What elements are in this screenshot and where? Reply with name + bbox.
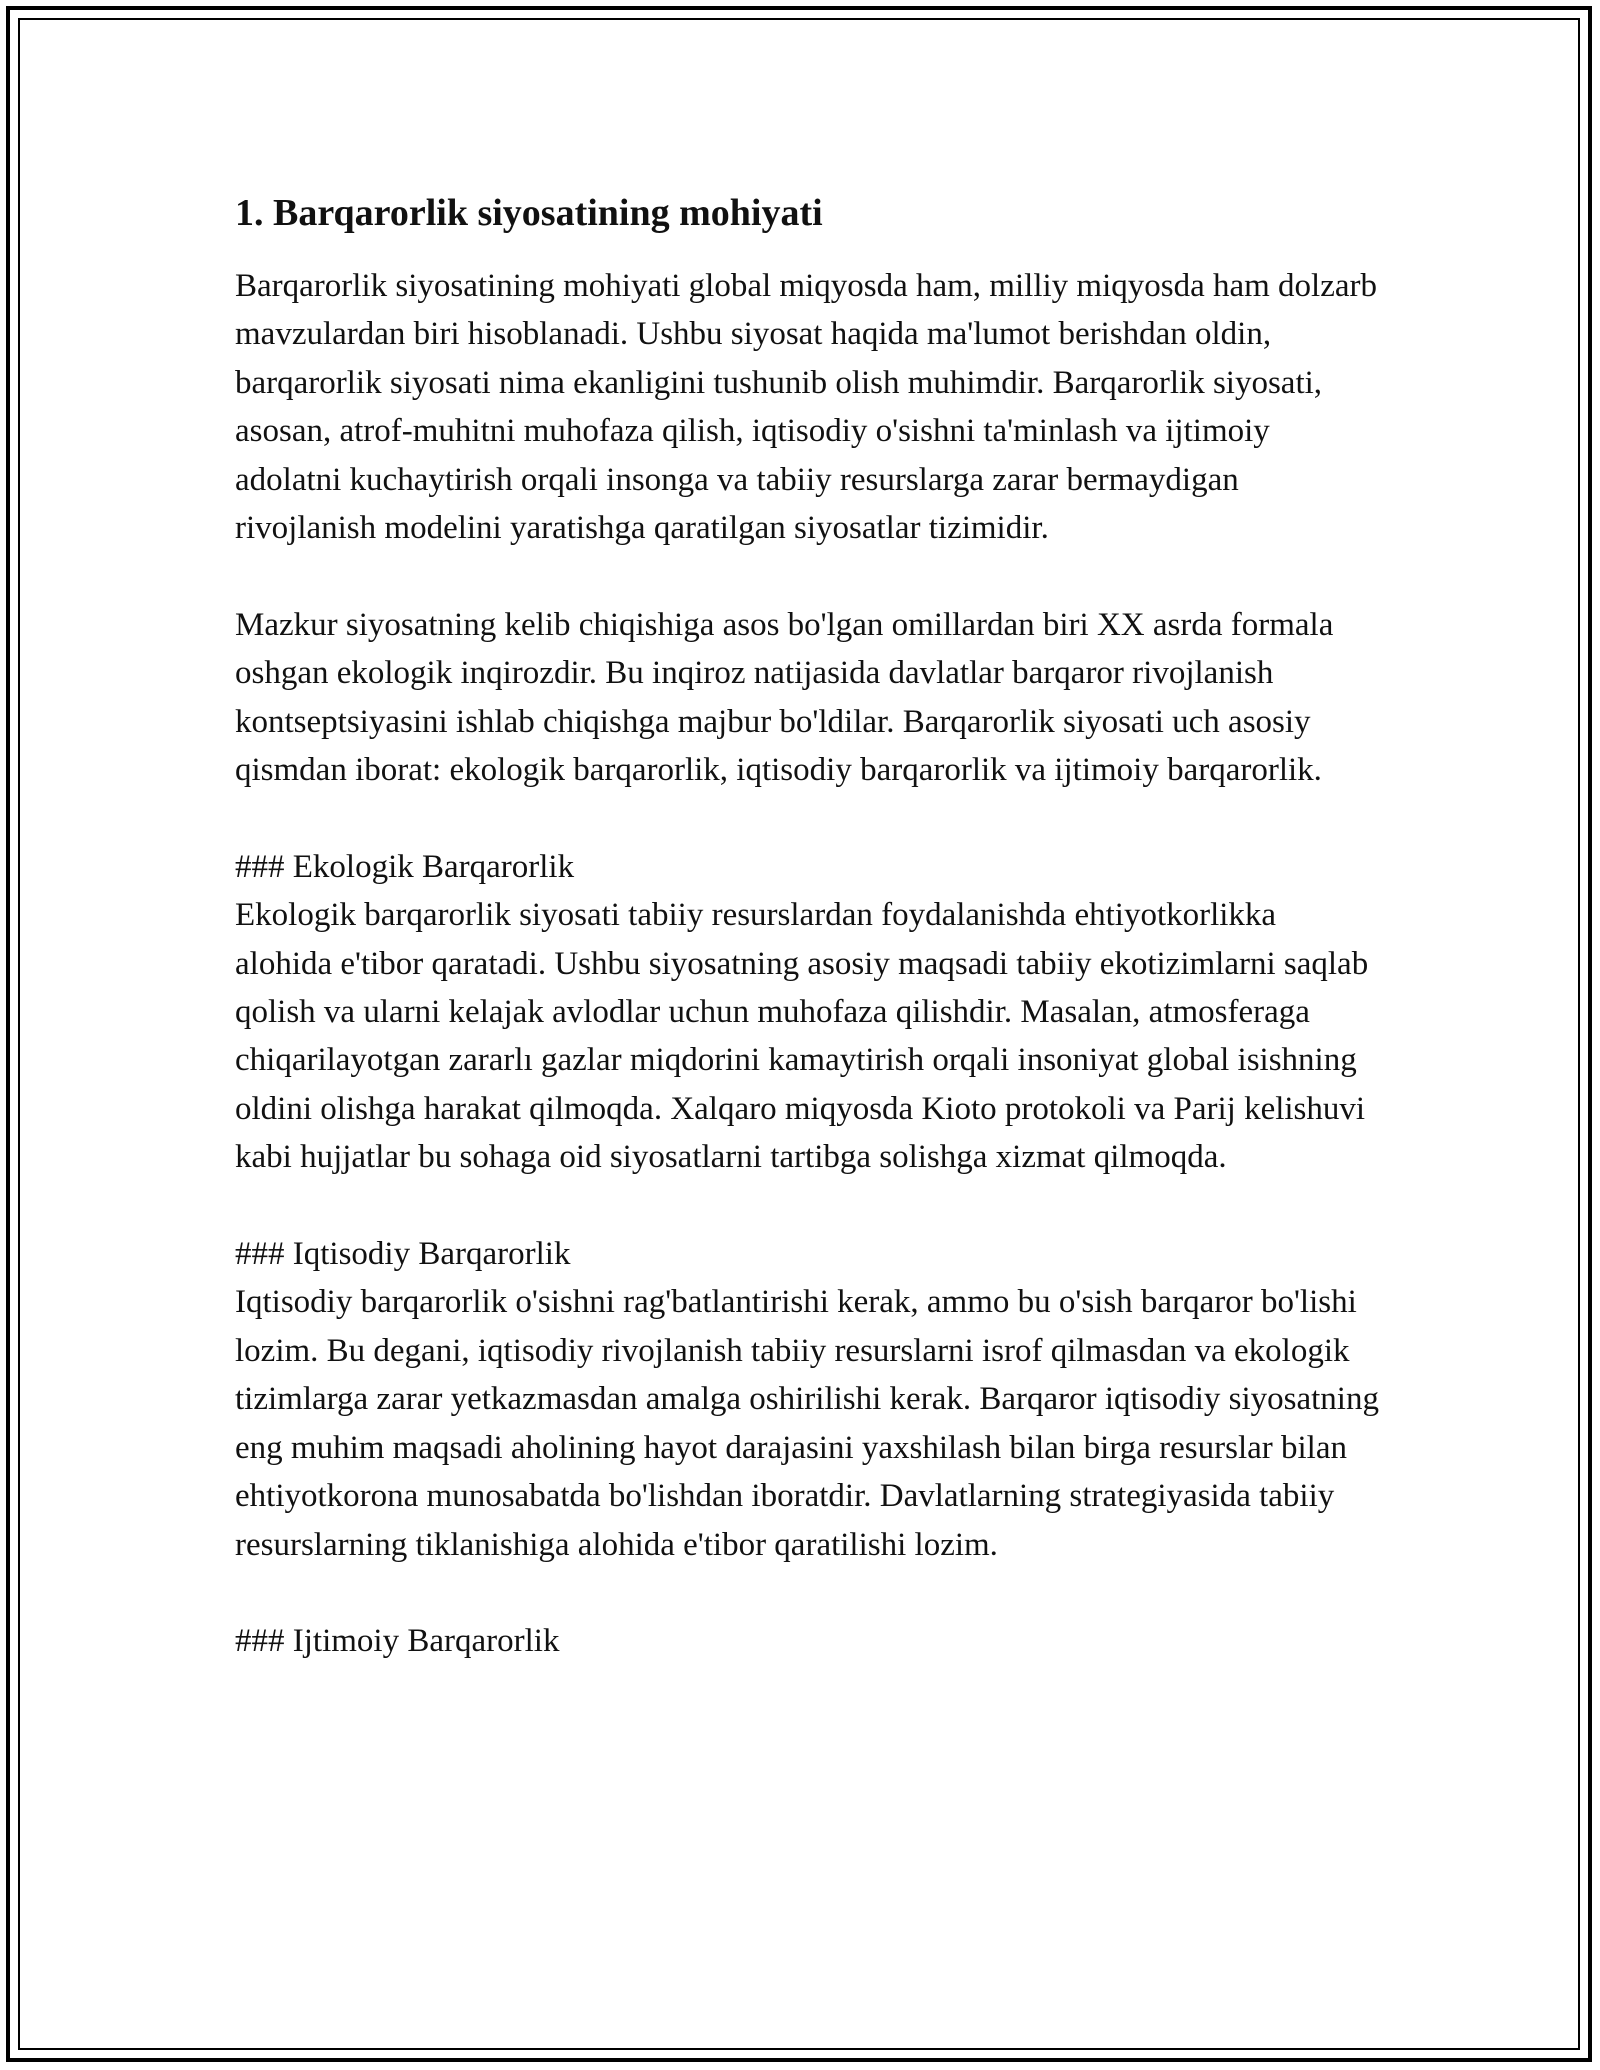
subheading-economic: ### Iqtisodiy Barqarorlik <box>235 1236 571 1273</box>
subheading-ecological: ### Ekologik Barqarorlik <box>235 848 575 885</box>
section-title: 1. Barqarorlik siyosatining mohiyati <box>235 192 823 234</box>
document-body <box>235 186 1380 1666</box>
paragraph-ecological: Ekologik barqarorlik siyosati tabiiy resurslardan foydalanishda ehtiyotkorlikka alohida e'tibor qaratadi. Ushbu siyosatning asosiy maqsadi tabiiy ekotizimlarni saqlab qolish va ularni kelajak avlodlar uchun muhofaza qilishdir. Masalan, atmosferaga chiqarilayotgan zararlı gazlar miqdorini kamaytirish orqali insoniyat global isishning oldini olishga harakat qilmoqda. Xalqaro miqyosda Kioto protokoli va Parij kelishuvi kabi hujjatlar bu sohaga oid siyosatlarni tartibga solishga xizmat qilmoqda. <box>235 897 1369 1176</box>
paragraph-origin: Mazkur siyosatning kelib chiqishiga asos bo'lgan omillardan biri XX asrda formala oshgan ekologik inqirozdir. Bu inqiroz natijasida davlatlar barqaror rivojlanish kontseptsiyasini ishlab chiqishga majbur bo'ldilar. Barqarorlik siyosati uch asosiy qismdan iborat: ekologik barqarorlik, iqtisodiy barqarorlik va ijtimoiy barqarorlik. <box>235 606 1334 789</box>
subheading-social: ### Ijtimoiy Barqarorlik <box>235 1623 560 1660</box>
paragraph-economic: Iqtisodiy barqarorlik o'sishni rag'batlantirishi kerak, ammo bu o'sish barqaror bo'lishi lozim. Bu degani, iqtisodiy rivojlanish tabiiy resurslarni isrof qilmasdan va ekologik tizimlarga zarar yetkazmasdan amalga oshirilishi kerak. Barqaror iqtisodiy siyosatning eng muhim maqsadi aholining hayot darajasini yaxshilash bilan birga resurslar bilan ehtiyotkorona munosabatda bo'lishdan iboratdir. Davlatlarning strategiyasida tabiiy resurslarning tiklanishiga alohida e'tibor qaratilishi lozim. <box>235 1284 1379 1563</box>
paragraph-intro: Barqarorlik siyosatining mohiyati global miqyosda ham, milliy miqyosda ham dolzarb mavzulardan biri hisoblanadi. Ushbu siyosat haqida ma'lumot berishdan oldin, barqarorlik siyosati nima ekanligini tushunib olish muhimdir. Barqarorlik siyosati, asosan, atrof-muhitni muhofaza qilish, iqtisodiy o'sishni ta'minlash va ijtimoiy adolatni kuchaytirish orqali insonga va tabiiy resurslarga zarar bermaydigan rivojlanish modelini yaratishga qaratilgan siyosatlar tizimidir. <box>235 268 1377 547</box>
